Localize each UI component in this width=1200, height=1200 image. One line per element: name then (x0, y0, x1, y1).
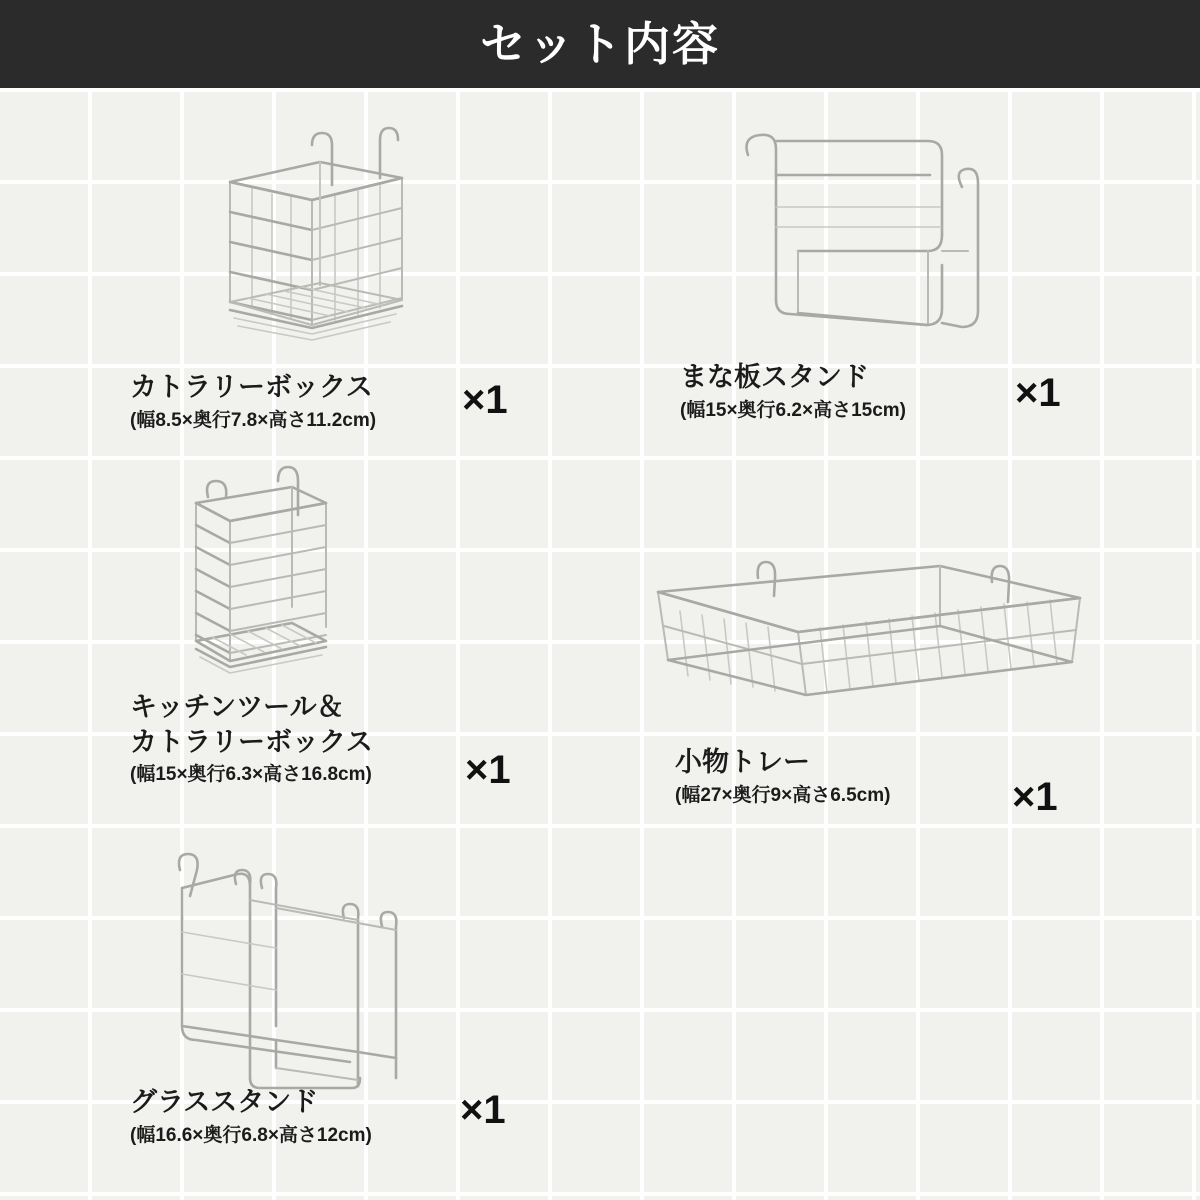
glass-stand-dimensions: (幅16.6×奥行6.8×高さ12cm) (130, 1124, 372, 1146)
page-title: セット内容 (480, 18, 720, 70)
kitchen-tool-cutlery-box-dimensions: (幅15×奥行6.3×高さ16.8cm) (130, 764, 372, 786)
small-item-tray-quantity: ×1 (1012, 775, 1058, 819)
kitchen-tool-cutlery-box-quantity: ×1 (465, 748, 511, 792)
product-item-glass-stand (130, 840, 560, 1160)
product-item-kitchen-tool-cutlery-box (130, 455, 550, 825)
small-item-tray-caption (675, 745, 890, 808)
cutlery-box-dimensions: (幅8.5×奥行7.8×高さ11.2cm) (130, 409, 377, 431)
cutting-board-stand-quantity: ×1 (1015, 371, 1061, 415)
glass-stand-caption (130, 1085, 372, 1148)
kitchen-tool-cutlery-box-wire-icon (130, 455, 550, 695)
page-header (0, 0, 1200, 88)
cutlery-box-caption (130, 370, 376, 433)
cutlery-box-label: カトラリーボックス (130, 372, 373, 402)
glass-stand-wire-icon (130, 840, 560, 1090)
kitchen-tool-cutlery-box-label-line1: キッチンツール＆ (130, 692, 344, 722)
glass-stand-quantity: ×1 (460, 1088, 506, 1132)
cutting-board-stand-wire-icon (680, 115, 1080, 365)
cutting-board-stand-caption (680, 360, 906, 423)
product-item-cutting-board-stand (680, 115, 1080, 455)
cutlery-box-quantity: ×1 (462, 378, 508, 422)
cutlery-box-wire-icon (130, 120, 550, 370)
product-item-small-item-tray (640, 540, 1090, 830)
glass-stand-label: グラススタンド (130, 1087, 319, 1117)
cutting-board-stand-dimensions: (幅15×奥行6.2×高さ15cm) (680, 399, 906, 421)
small-item-tray-wire-icon (640, 540, 1090, 740)
small-item-tray-dimensions: (幅27×奥行9×高さ6.5cm) (675, 784, 891, 806)
kitchen-tool-cutlery-box-caption (130, 690, 373, 788)
kitchen-tool-cutlery-box-label-line2: カトラリーボックス (130, 726, 373, 757)
cutting-board-stand-label: まな板スタンド (680, 362, 869, 392)
small-item-tray-label: 小物トレー (675, 747, 810, 777)
product-item-cutlery-box (130, 120, 550, 450)
